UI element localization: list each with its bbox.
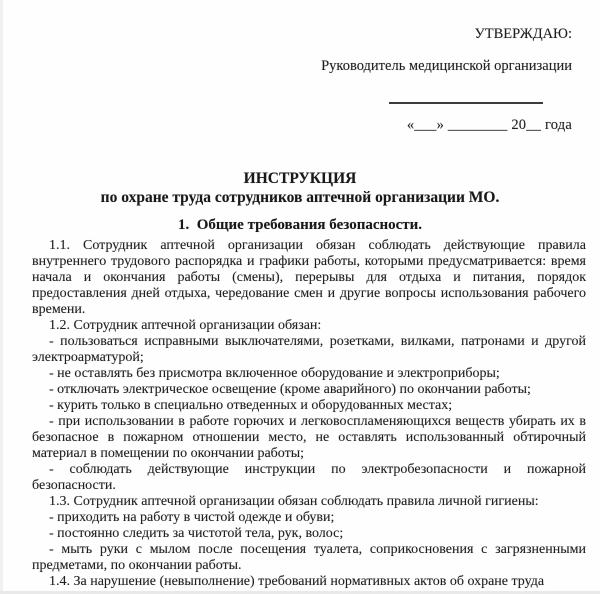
paragraph: - при использовании в работе горючих и легковоспламеняющихся веществ убирать их в безопасное в пожарном отношении место, не оставлять использованный обтирочный материал в помещении по окончании работы; <box>32 414 586 461</box>
paragraph: - курить только в специально отведенных и оборудованных местах; <box>49 398 453 413</box>
paragraph: - приходить на работу в чистой одежде и обуви; <box>49 510 335 525</box>
paragraph: 1.4. За нарушение (невыполнение) требований нормативных актов об охране труда <box>49 574 545 589</box>
paragraph: - не оставлять без присмотра включенное оборудование и электроприборы; <box>49 366 500 381</box>
page-edge-left <box>0 0 3 594</box>
document-title <box>0 169 600 207</box>
paragraph: 1.3. Сотрудник аптечной организации обязан соблюдать правила личной гигиены: <box>49 494 539 509</box>
paragraph: 1.2. Сотрудник аптечной организации обязан: <box>49 318 322 333</box>
paragraph: 1.1. Сотрудник аптечной организации обязан соблюдать действующие правила внутреннего трудового распорядка и графики работы, которыми предусматривается: время начала и окончания работы (смены), перерывы для отдыха и питания, порядок предоставления дней отдыха, чередование смен и другие вопросы использования рабочего времени. <box>32 238 586 317</box>
paragraph: - соблюдать действующие инструкции по электробезопасности и пожарной безопасности. <box>32 462 586 493</box>
section-heading: 1. Общие требования безопасности. <box>177 217 423 233</box>
document-body <box>0 238 600 590</box>
paragraph: - отключать электрическое освещение (кроме аварийного) по окончании работы; <box>49 382 531 397</box>
date-line: «___» ________ 20__ года <box>406 117 572 133</box>
approve-label: УТВЕРЖДАЮ: <box>474 26 572 42</box>
paragraph: - пользоваться исправными выключателями, розетками, вилками, патронами и другой электроарматурой; <box>32 334 586 365</box>
approver-title: Руководитель медицинской организации <box>321 58 572 74</box>
paragraph: - мыть руки с мылом после посещения туалета, соприкосновения с загрязненными предметами, по окончании работы. <box>32 542 586 573</box>
approval-block <box>0 26 600 134</box>
document-title-line1: ИНСТРУКЦИЯ <box>243 170 357 187</box>
signature-line <box>389 102 543 104</box>
document-title-line2: по охране труда сотрудников аптечной организации МО. <box>100 189 500 206</box>
paragraph: - постоянно следить за чистотой тела, рук, волос; <box>49 526 344 541</box>
